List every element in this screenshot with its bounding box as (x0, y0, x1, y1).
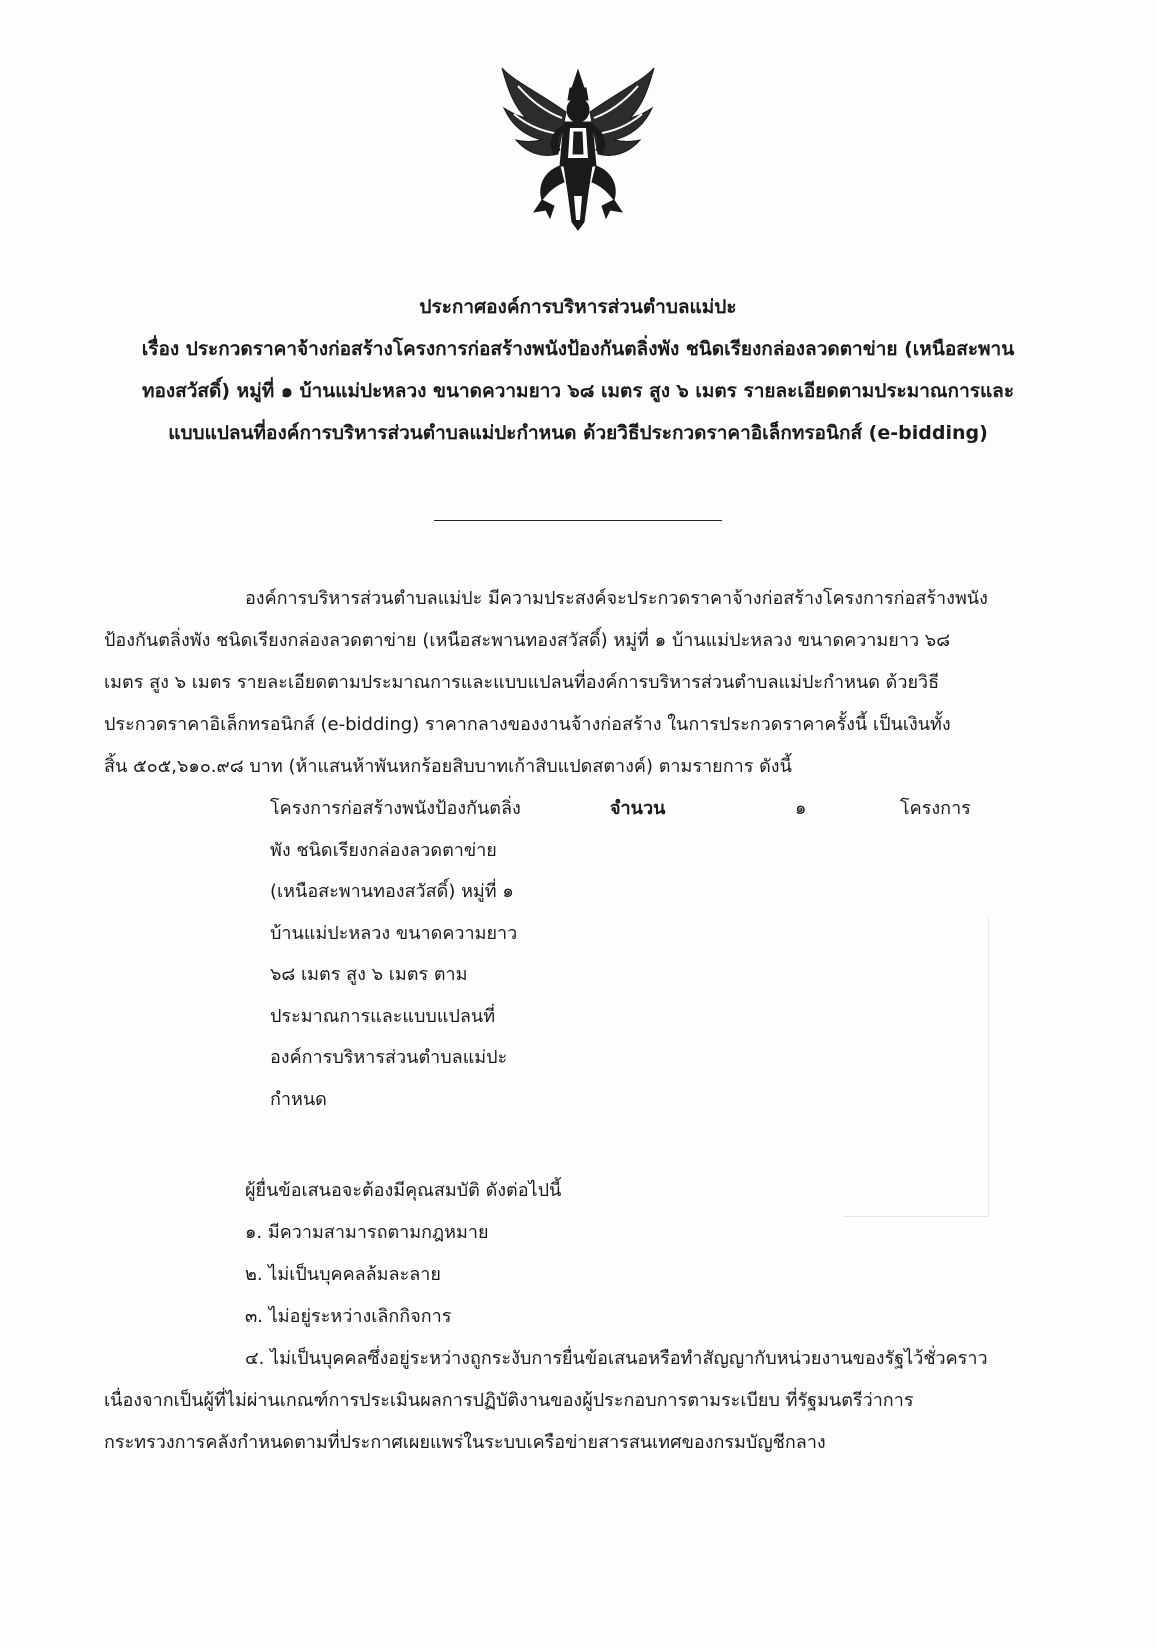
quantity-label: จำนวน (610, 798, 666, 819)
announcement-title: ประกาศองค์การบริหารส่วนตำบลแม่ปะ (419, 296, 737, 318)
item-description-line: พัง ชนิดเรียงกล่องลวดตาข่าย (270, 839, 497, 861)
qualification-item: ๑. มีความสามารถตามกฎหมาย (245, 1222, 489, 1243)
item-description-line: โครงการก่อสร้างพนังป้องกันตลิ่ง (270, 798, 521, 819)
qualification-item: ๒. ไม่เป็นบุคคลล้มละลาย (245, 1264, 441, 1285)
item-description-line: องค์การบริหารส่วนตำบลแม่ปะ (270, 1047, 508, 1068)
item-description-line: ประมาณการและแบบแปลนที่ (270, 1005, 496, 1027)
item-description-line: กำหนด (270, 1088, 327, 1110)
qualification-item: ๔. ไม่เป็นบุคคลซึ่งอยู่ระหว่างถูกระงับการยื่นข้อเสนอหรือทำสัญญากับหน่วยงานของรัฐไว้ชั่วคราว (245, 1348, 988, 1369)
intro-line: สิ้น ๕๐๕,๖๑๐.๙๘ บาท (ห้าแสนห้าพันหกร้อยสิบบาทเก้าสิบแปดสตางค์) ตามรายการ ดังนี้ (104, 756, 792, 777)
qualification-item: ๓. ไม่อยู่ระหว่างเลิกกิจการ (245, 1306, 452, 1327)
announcement-heading (100, 286, 1056, 454)
garuda-emblem-icon (498, 62, 658, 232)
intro-line: ประกวดราคาอิเล็กทรอนิกส์ (e-bidding) ราคากลางของงานจ้างก่อสร้าง ในการประกวดราคาครั้งนี้ เป็นเงินทั้ง (104, 714, 951, 735)
qualification-continuation: เนื่องจากเป็นผู้ที่ไม่ผ่านเกณฑ์การประเมินผลการปฏิบัติงานของผู้ประกอบการตามระเบียบ ที่รัฐมนตรีว่าการ (104, 1390, 914, 1411)
faint-border (843, 918, 989, 1217)
item-description-line: บ้านแม่ปะหลวง ขนาดความยาว (270, 922, 518, 944)
divider-line (434, 520, 722, 521)
qualifications-heading: ผู้ยื่นข้อเสนอจะต้องมีคุณสมบัติ ดังต่อไปนี้ (245, 1180, 562, 1201)
quantity-unit: โครงการ (900, 798, 971, 819)
item-description-line: (เหนือสะพานทองสวัสดิ์) หมู่ที่ ๑ (270, 881, 514, 902)
subject-line: แบบแปลนที่องค์การบริหารส่วนตำบลแม่ปะกำหนด ด้วยวิธีประกวดราคาอิเล็กทรอนิกส์ (e-bidding) (168, 422, 988, 444)
quantity-value: ๑ (795, 798, 807, 819)
intro-line: องค์การบริหารส่วนตำบลแม่ปะ มีความประสงค์จะประกวดราคาจ้างก่อสร้างโครงการก่อสร้างพนัง (245, 588, 988, 609)
subject-line: ทองสวัสดิ์) หมู่ที่ ๑ บ้านแม่ปะหลวง ขนาดความยาว ๖๘ เมตร สูง ๖ เมตร รายละเอียดตามประมาณการและ (141, 380, 1015, 402)
intro-line: เมตร สูง ๖ เมตร รายละเอียดตามประมาณการและแบบแปลนที่องค์การบริหารส่วนตำบลแม่ปะกำหนด ด้วยวิธี (104, 672, 940, 693)
item-description (270, 788, 540, 1120)
qualification-continuation: กระทรวงการคลังกำหนดตามที่ประกาศเผยแพร่ในระบบเครือข่ายสารสนเทศของกรมบัญชีกลาง (104, 1432, 826, 1453)
intro-line: ป้องกันตลิ่งพัง ชนิดเรียงกล่องลวดตาข่าย (เหนือสะพานทองสวัสดิ์) หมู่ที่ ๑ บ้านแม่ปะหลวง ขนาดความยาว ๖๘ (104, 630, 951, 651)
subject-line: เรื่อง ประกวดราคาจ้างก่อสร้างโครงการก่อสร้างพนังป้องกันตลิ่งพัง ชนิดเรียงกล่องลวดตาข่าย (เหนือสะพาน (141, 338, 1015, 360)
item-description-line: ๖๘ เมตร สูง ๖ เมตร ตาม (270, 964, 468, 985)
